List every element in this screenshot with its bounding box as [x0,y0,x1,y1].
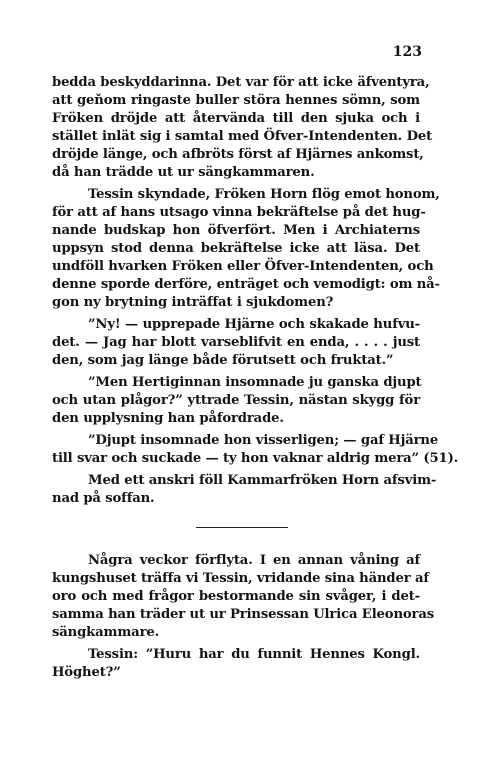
text-line: att geňom ringaste buller störa hennes sömn, som [52,93,420,108]
text-line: undföll hvarken Fröken eller Öfver-Intendenten, och [52,259,434,274]
text-line: bedda beskyddarinna. Det var för att icke äfventyra, [52,75,430,90]
text-line: sängkammare. [52,625,160,640]
text-line: Några veckor förflyta. I en annan våning af [88,553,420,568]
text-line: ”Djupt insomnade hon visserligen; — gaf Hjärne [88,433,439,448]
text-line: det. — Jag har blott varseblifvit en enda, . . . . just [52,335,420,350]
text-line: den upplysning han påfordrade. [52,411,284,426]
text-line: då han trädde ut ur sängkammaren. [52,165,315,180]
text-line: kungshuset träffa vi Tessin, vridande sina händer af [52,571,429,586]
text-line: stället inlät sig i samtal med Öfver-Intendenten. Det [52,129,433,144]
text-line: nad på soffan. [52,491,155,506]
page-number: 123 [392,44,422,60]
text-line: gon ny brytning inträffat i sjukdomen? [52,295,334,310]
text-line: ”Ny! — upprepade Hjärne och skakade hufvu- [88,317,420,332]
text-line: uppsyn stod denna bekräftelse icke att läsa. Det [52,241,420,256]
text-line: nande budskap hon öfverfört. Men i Archiaterns [52,223,420,238]
section-divider [196,527,288,528]
text-line: dröjde länge, och afbröts först af Hjärnes ankomst, [52,147,424,162]
text-line: till svar och suckade — ty hon vaknar aldrig mera” (51). [52,451,459,466]
text-line: Tessin: ”Huru har du funnit Hennes Kongl. [88,647,420,662]
text-line: Fröken dröjde att återvända till den sjuka och i [52,111,420,126]
text-line: och utan plågor?” yttrade Tessin, nästan skygg för [52,393,420,408]
text-line: Tessin skyndade, Fröken Horn flög emot honom, [88,187,440,202]
text-line: oro och med frågor bestormande sin svåger, i det- [52,589,420,604]
text-line: denne sporde derföre, enträget och vemodigt: om nå- [52,277,440,292]
text-line: samma han träder ut ur Prinsessan Ulrica Eleonoras [52,607,434,622]
text-line: för att af hans utsago vinna bekräftelse på det hug- [52,205,426,220]
text-line: den, som jag länge både förutsett och fruktat.” [52,353,394,368]
text-line: ”Men Hertiginnan insomnade ju ganska djupt [88,375,422,390]
text-line: Med ett anskri föll Kammarfröken Horn afsvim- [88,473,437,488]
text-line: Höghet?” [52,665,121,680]
